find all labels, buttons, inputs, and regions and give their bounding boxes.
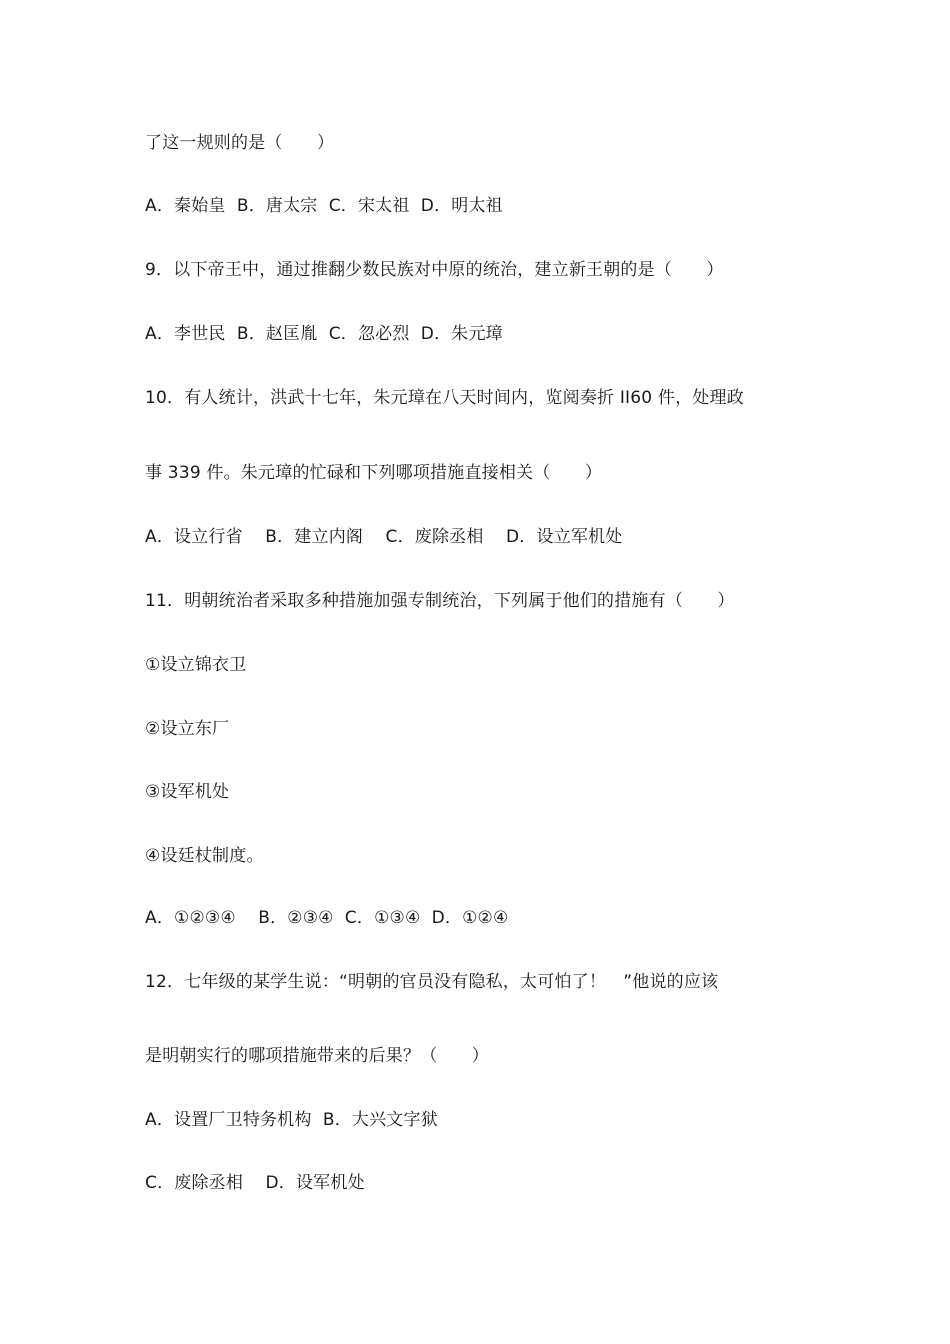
q8-stem-continuation: 了这一规则的是（ ） xyxy=(145,133,335,153)
q10-options: A．设立行省 B．建立内阁 C．废除丞相 D．设立军机处 xyxy=(145,527,623,547)
q12-options-line1: A．设置厂卫特务机构 B．大兴文字狱 xyxy=(145,1110,438,1130)
q10-stem-line1: 10．有人统计，洪武十七年，朱元璋在八天时间内，览阅奏折 II60 件，处理政 xyxy=(145,388,744,408)
q11-item-4: ④设廷杖制度。 xyxy=(145,846,264,866)
q11-item-1: ①设立锦衣卫 xyxy=(145,655,247,675)
q11-options: A．①②③④ B．②③④ C．①③④ D．①②④ xyxy=(145,908,509,928)
q10-stem-line2: 事 339 件。朱元璋的忙碌和下列哪项措施直接相关（ ） xyxy=(145,463,603,483)
q11-stem: 11．明朝统治者采取多种措施加强专制统治，下列属于他们的措施有（ ） xyxy=(145,591,735,611)
q9-options: A．李世民 B．赵匡胤 C．忽必烈 D．朱元璋 xyxy=(145,324,503,344)
q9-stem: 9．以下帝王中，通过推翻少数民族对中原的统治，建立新王朝的是（ ） xyxy=(145,260,724,280)
q12-stem-line1: 12．七年级的某学生说：“明朝的官员没有隐私，太可怕了！ ”他说的应该 xyxy=(145,972,719,992)
q11-item-3: ③设军机处 xyxy=(145,782,230,802)
q11-item-2: ②设立东厂 xyxy=(145,719,230,739)
q8-options: A．秦始皇 B．唐太宗 C．宋太祖 D．明太祖 xyxy=(145,196,503,216)
q12-stem-line2: 是明朝实行的哪项措施带来的后果？（ ） xyxy=(145,1046,489,1066)
q12-options-line2: C．废除丞相 D．设军机处 xyxy=(145,1173,365,1193)
